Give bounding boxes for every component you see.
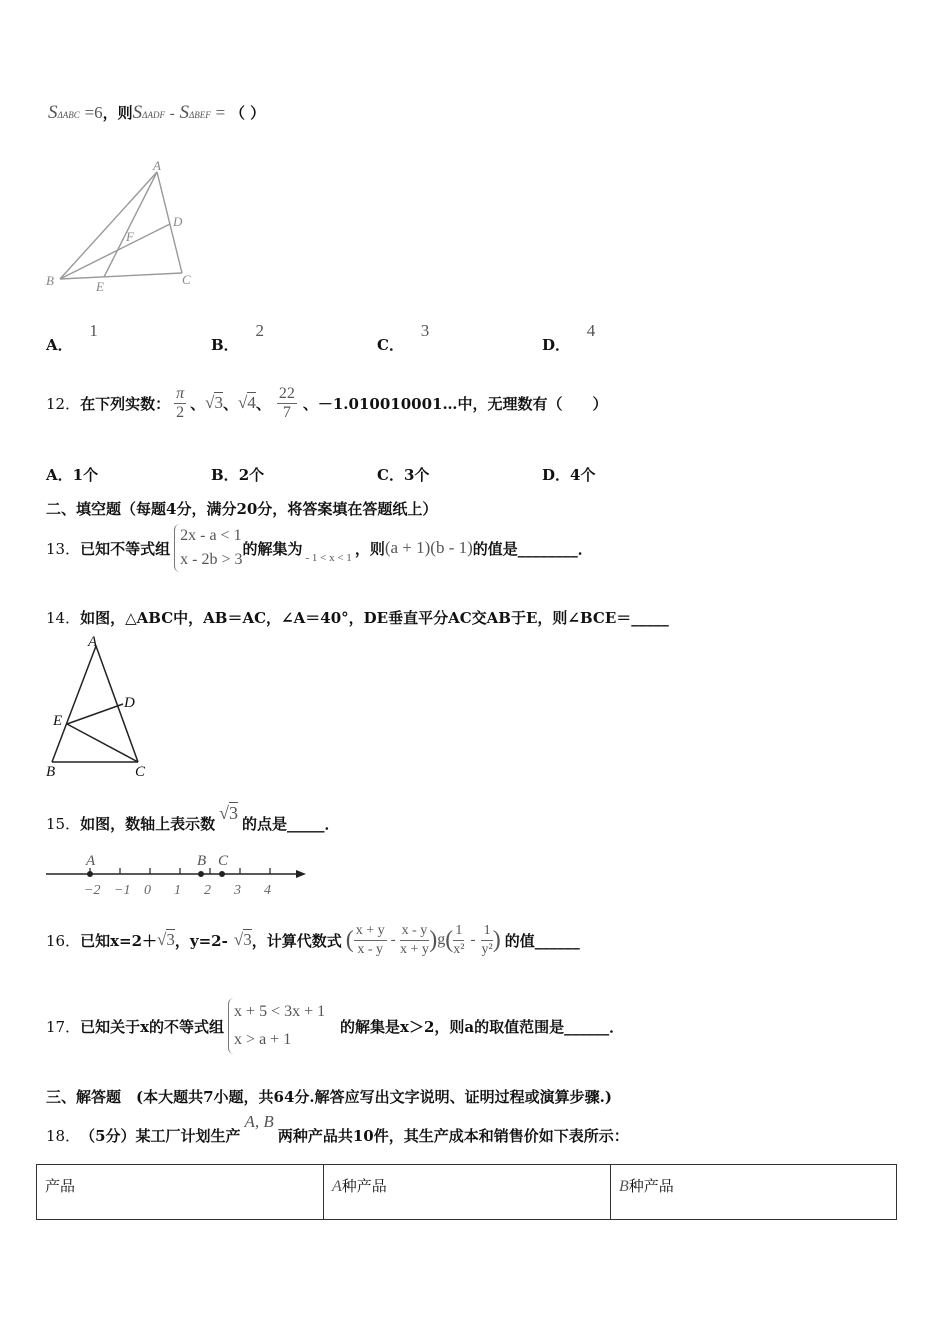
segment-ec — [67, 724, 138, 762]
axis-arrow — [296, 870, 306, 878]
sqrt-3: √3 — [219, 803, 238, 823]
paren-open: ( — [345, 926, 354, 953]
q16-stem — [46, 912, 580, 968]
area-symbol: S — [179, 102, 190, 123]
tick-label: 1 — [174, 883, 181, 898]
inequality-system: 2x - a < 1 x - 2b > 3 — [174, 524, 242, 572]
q11-triangle-figure — [40, 155, 200, 295]
tick-label: 4 — [264, 883, 271, 898]
paren-close: ) — [429, 926, 438, 953]
q15-stem — [46, 796, 340, 834]
label-e: E — [53, 713, 63, 729]
answer-blank: 的值______ — [504, 931, 580, 950]
q11-option-b[interactable] — [211, 321, 264, 355]
option-value: 1 — [89, 321, 98, 340]
q12-stem: 12． 在下列实数： $\frac{\pi}{2}$ 、 √3 、 √4 、 $\frac{22}{7}$ 、－1.010010001…中，无理数有（ ） — [46, 384, 608, 421]
point-marker — [219, 871, 225, 877]
label-c: C — [182, 272, 191, 287]
question-text: 两种产品共10件，其生产成本和销售价如下表所示： — [277, 1127, 629, 1145]
point-label: A — [86, 853, 96, 869]
option-value: 3 — [420, 321, 430, 340]
segment-bd — [60, 224, 170, 279]
section-solutions-heading: 三、解答题 (本大题共7小题，共64分.解答应写出文字说明、证明过程或演算步骤.) — [46, 1088, 612, 1106]
q17-stem — [46, 996, 624, 1056]
label-b: B — [46, 764, 56, 780]
tick-label: −1 — [114, 883, 131, 898]
sqrt-3: √3 — [233, 930, 252, 949]
q11-option-c[interactable] — [377, 321, 430, 355]
question-text: 已知关于x的不等式组 — [80, 1017, 225, 1036]
option-value: 4 — [586, 321, 596, 340]
then-text: ，则 — [102, 104, 133, 122]
segment-ab — [52, 646, 96, 762]
sqrt-4: √4 — [238, 393, 256, 412]
inequality-system: x + 5 < 3x + 1 x > a + 1 — [228, 998, 334, 1054]
number-line-figure — [40, 848, 320, 900]
option-letter: B． — [211, 336, 239, 354]
answer-blank: 的解集是x＞2，则a的取值范围是______． — [340, 1017, 625, 1036]
q13-stem: 13． 已知不等式组 2x - a < 1 x - 2b > 3 的解集为 - 1 < x < 1 ，则 (a + 1)(b - 1) 的值是________． — [46, 520, 593, 576]
q12-option-b[interactable]: B．2个 — [211, 466, 265, 484]
question-number: 14． — [46, 609, 81, 627]
option-letter: A． — [46, 336, 73, 354]
label-d: D — [173, 214, 183, 229]
area-symbol: S — [48, 102, 58, 123]
question-text: ，y=2- — [174, 931, 228, 950]
question-number: 18． — [46, 1127, 81, 1145]
question-text: 在下列实数： — [80, 394, 171, 413]
point-marker — [87, 871, 93, 877]
label-c: C — [135, 764, 146, 780]
equals-sign: = — [215, 103, 226, 122]
minus-sign: - — [169, 106, 175, 122]
table-row — [37, 1165, 897, 1220]
q11-option-d[interactable] — [542, 321, 596, 355]
question-text: 、－1.010010001…中，无理数有（ ） — [302, 394, 608, 413]
minus-sign: - — [470, 931, 476, 948]
paren-close: ) — [492, 926, 501, 953]
answer-blank: 的值是________． — [472, 539, 593, 558]
fraction-1: $\frac{x + y}{x - y}$ — [355, 922, 385, 957]
area-value: =6 — [84, 103, 103, 122]
expression: (a + 1)(b - 1) — [384, 538, 473, 557]
point-label: B — [197, 853, 207, 869]
point-marker — [198, 871, 204, 877]
question-number: 17． — [46, 1017, 81, 1036]
multiply-glyph: g — [437, 931, 446, 948]
question-number: 16． — [46, 931, 81, 950]
label-a: A — [153, 158, 161, 173]
option-letter: D． — [542, 336, 571, 354]
area-subscript: ΔADF — [142, 110, 165, 120]
label-d: D — [124, 695, 135, 711]
paren-open: ( — [445, 926, 454, 953]
label-b: B — [46, 273, 54, 288]
solution-set: - 1 < x < 1 — [305, 552, 352, 564]
table-header-product-a: A种产品 — [324, 1165, 611, 1220]
label-f: F — [126, 229, 134, 244]
sqrt-3: √3 — [157, 930, 175, 949]
area-subscript: ΔBEF — [189, 110, 211, 120]
segment-bc — [60, 273, 182, 279]
segment-ed — [67, 704, 123, 724]
fraction-2: $\frac{x - y}{x + y}$ — [399, 922, 429, 957]
q12-option-a[interactable]: A．1个 — [46, 466, 99, 484]
q11-option-a[interactable] — [46, 321, 98, 355]
table-header-product-b: B种产品 — [611, 1165, 897, 1220]
table-header-product: 产品 — [37, 1165, 324, 1220]
fraction-22-over-7: $\frac{22}{7}$ — [278, 384, 295, 421]
question-number: 13． — [46, 539, 81, 558]
product-labels: A, B — [244, 1112, 274, 1131]
fraction-3: $\frac{1}{\text{x²}}$ — [453, 922, 465, 957]
answer-paren: （ ） — [229, 104, 266, 122]
question-text: 如图，△ABC中，AB＝AC，∠A＝40°，DE垂直平分AC交AB于E，则∠BCE＝_____ — [80, 609, 669, 627]
q14-triangle-figure — [40, 632, 160, 780]
fraction-pi-over-2: $\frac{\pi}{2}$ — [176, 384, 185, 421]
label-e: E — [96, 279, 104, 294]
label-a: A — [88, 634, 98, 650]
product-table — [36, 1164, 897, 1220]
tick-label: 3 — [234, 883, 241, 898]
minus-sign: - — [390, 931, 396, 948]
question-text: 已知不等式组 — [80, 539, 171, 558]
question-number: 12． — [46, 394, 81, 413]
segment-ae — [104, 172, 157, 277]
question-text: （5分）某工厂计划生产 — [80, 1127, 241, 1145]
area-subscript: ΔABC — [57, 110, 80, 120]
sqrt-3: √3 — [205, 393, 223, 412]
q14-stem — [46, 607, 669, 628]
option-letter: C． — [377, 336, 404, 354]
tick-label: 0 — [144, 883, 151, 898]
section-fill-in-heading: 二、填空题（每题4分，满分20分，将答案填在答题纸上） — [46, 500, 438, 518]
question-text: 已知x=2＋ — [80, 931, 158, 950]
tick-label: 2 — [204, 883, 211, 898]
fraction-4: $\frac{1}{\text{y²}}$ — [481, 922, 493, 957]
option-value: 2 — [255, 321, 264, 340]
q12-option-c[interactable]: C．3个 — [377, 466, 430, 484]
answer-blank: 的点是_____． — [242, 815, 340, 833]
segment-ab — [60, 172, 157, 279]
tick-label: −2 — [84, 883, 101, 898]
point-label: C — [218, 853, 229, 869]
area-symbol: S — [132, 102, 143, 123]
q18-stem — [46, 1106, 629, 1146]
question-text: 的解集为 — [242, 539, 303, 558]
q11-area-condition — [48, 102, 265, 124]
q12-option-d[interactable]: D．4个 — [542, 466, 596, 484]
question-text: ，计算代数式 — [251, 931, 342, 950]
question-number: 15． — [46, 815, 81, 833]
question-text: 如图，数轴上表示数 — [80, 815, 216, 833]
